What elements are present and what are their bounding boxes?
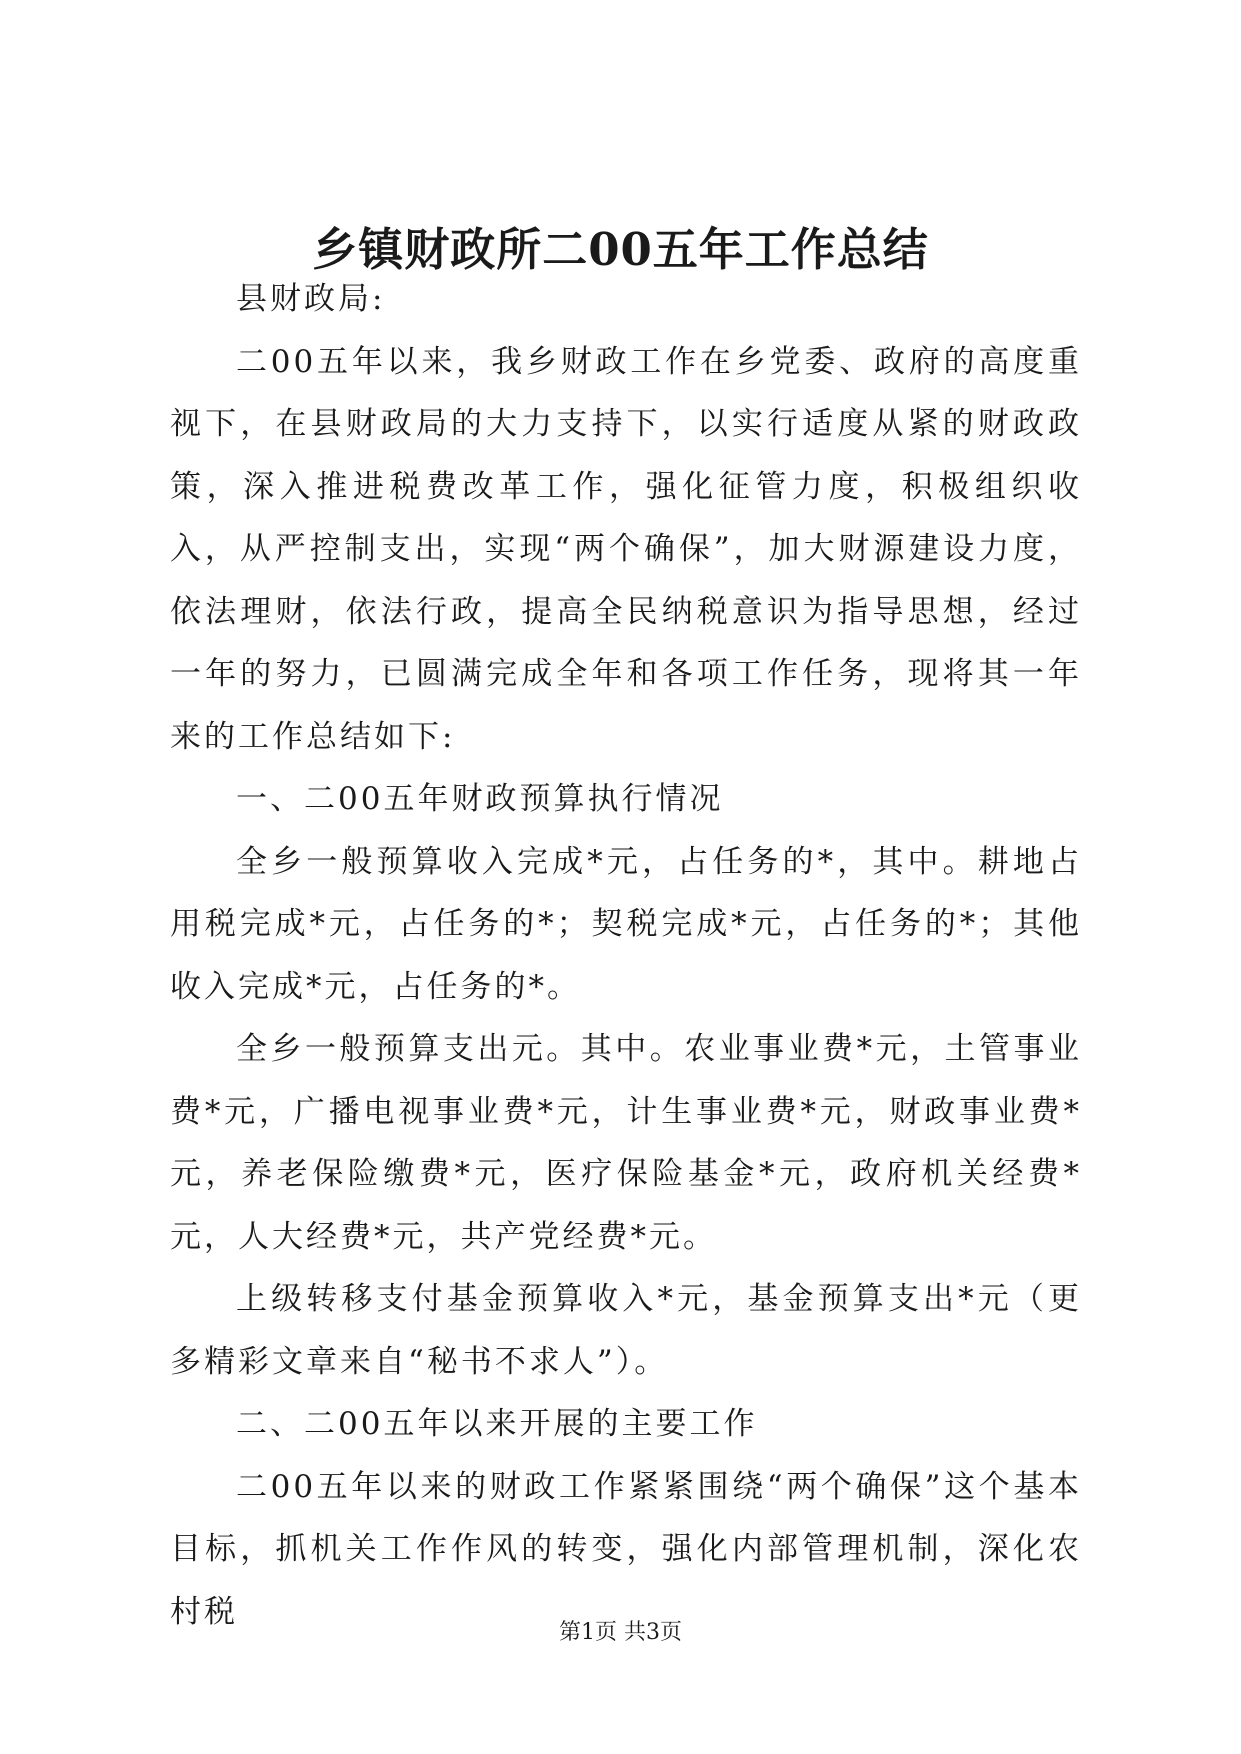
document-body	[170, 268, 1082, 1643]
expenditure-paragraph: 全乡一般预算支出元。其中。农业事业费*元，土管事业费*元，广播电视事业费*元，计生事业费*元，财政事业费*元，养老保险缴费*元，医疗保险基金*元，政府机关经费*元，人大经费*元，共产党经费*元。	[170, 1031, 1082, 1255]
work-paragraph: 二00五年以来的财政工作紧紧围绕“两个确保”这个基本目标，抓机关工作作风的转变，强化内部管理机制，深化农村税	[170, 1468, 1082, 1630]
section-heading-2: 二、二00五年以来开展的主要工作	[236, 1406, 758, 1442]
transfer-paragraph: 上级转移支付基金预算收入*元，基金预算支出*元（更多精彩文章来自“秘书不求人”）。	[170, 1281, 1082, 1380]
section-heading-1: 一、二00五年财政预算执行情况	[236, 781, 724, 817]
revenue-paragraph: 全乡一般预算收入完成*元，占任务的*，其中。耕地占用税完成*元，占任务的*；契税完成*元，占任务的*；其他收入完成*元，占任务的*。	[170, 843, 1082, 1005]
document-title: 乡镇财政所二00五年工作总结	[312, 223, 929, 276]
salutation: 县财政局:	[236, 281, 386, 317]
page-footer: 第1页 共3页	[559, 1620, 682, 1645]
intro-paragraph: 二00五年以来，我乡财政工作在乡党委、政府的高度重视下，在县财政局的大力支持下，以实行适度从紧的财政政策，深入推进税费改革工作，强化征管力度，积极组织收入，从严控制支出，实现“两个确保”，加大财源建设力度，依法理财，依法行政，提高全民纳税意识为指导思想，经过一年的努力，已圆满完成全年和各项工作任务，现将其一年来的工作总结如下:	[170, 343, 1082, 755]
